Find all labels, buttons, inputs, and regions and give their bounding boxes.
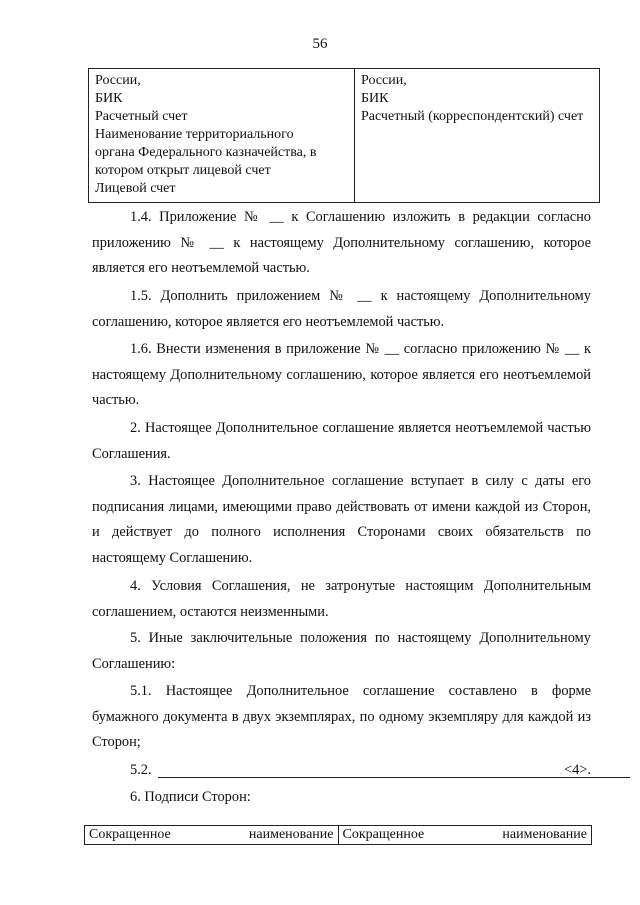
signature-right-word-1: Сокращенное [342, 827, 425, 842]
paragraph-5-1 [92, 679, 591, 756]
requisites-line: БИК [95, 91, 123, 106]
signature-right-word-2: наименование [502, 827, 587, 842]
paragraph-1-6 [92, 337, 591, 414]
requisites-line: котором открыт лицевой счет [95, 163, 271, 178]
paragraph-text: 1.4. Приложение № __ к Соглашению изложить в редакции согласно приложению № __ к настоящему Дополнительному соглашению, которое является его неотъемлемой частью. [92, 209, 591, 276]
signature-table [84, 825, 592, 845]
paragraph-text: 5. Иные заключительные положения по настоящему Дополнительному Соглашению: [92, 630, 591, 672]
requisites-line: России, [361, 73, 407, 88]
signature-right-cell [338, 826, 592, 845]
paragraph-text: 1.5. Дополнить приложением № __ к настоящему Дополнительному соглашению, которое является его неотъемлемой частью. [92, 288, 591, 330]
paragraph-text: 1.6. Внести изменения в приложение № __ согласно приложению № __ к настоящему Дополнительному соглашению, которое является его неотъемлемой частью. [92, 341, 591, 408]
footnote-ref: <4>. [563, 762, 591, 778]
paragraph-3 [92, 469, 591, 571]
requisites-table [88, 68, 600, 203]
signature-left-word-1: Сокращенное [89, 827, 171, 842]
paragraph-2 [92, 416, 591, 467]
paragraph-5 [92, 626, 591, 677]
requisites-line: России, [95, 73, 141, 88]
paragraph-text: 2. Настоящее Дополнительное соглашение является неотъемлемой частью Соглашения. [92, 420, 591, 462]
paragraph-1-5 [92, 284, 591, 335]
requisites-line: Наименование территориального [95, 127, 294, 142]
requisites-line: БИК [361, 91, 389, 106]
paragraph-text: 3. Настоящее Дополнительное соглашение вступает в силу с даты его подписания лицами, имеющими право действовать от имени каждой из Сторон, и действует до полного исполнения Сторонами своих обязательств по настоящему Соглашению. [92, 473, 591, 566]
paragraph-4 [92, 574, 591, 625]
requisites-right-cell [355, 69, 600, 203]
signature-left-cell [85, 826, 339, 845]
heading-text: 6. Подписи Сторон: [130, 789, 251, 805]
paragraph-1-4 [92, 205, 591, 282]
requisites-line: Расчетный (корреспондентский) счет [361, 109, 584, 124]
item-5-2-label: 5.2. [130, 762, 152, 778]
paragraph-text: 4. Условия Соглашения, не затронутые настоящим Дополнительным соглашением, остаются неизменными. [92, 578, 591, 620]
requisites-line: органа Федерального казначейства, в [95, 145, 317, 160]
page-number: 56 [312, 36, 328, 52]
requisites-line: Расчетный счет [95, 109, 188, 124]
signatures-heading [92, 785, 591, 811]
requisites-left-cell [89, 69, 355, 203]
signature-left-word-2: наименование [248, 827, 334, 842]
requisites-line: Лицевой счет [95, 181, 176, 196]
paragraph-text: 5.1. Настоящее Дополнительное соглашение составлено в форме бумажного документа в двух экземплярах, по одному экземпляру для каждой из Сторон; [92, 683, 591, 750]
